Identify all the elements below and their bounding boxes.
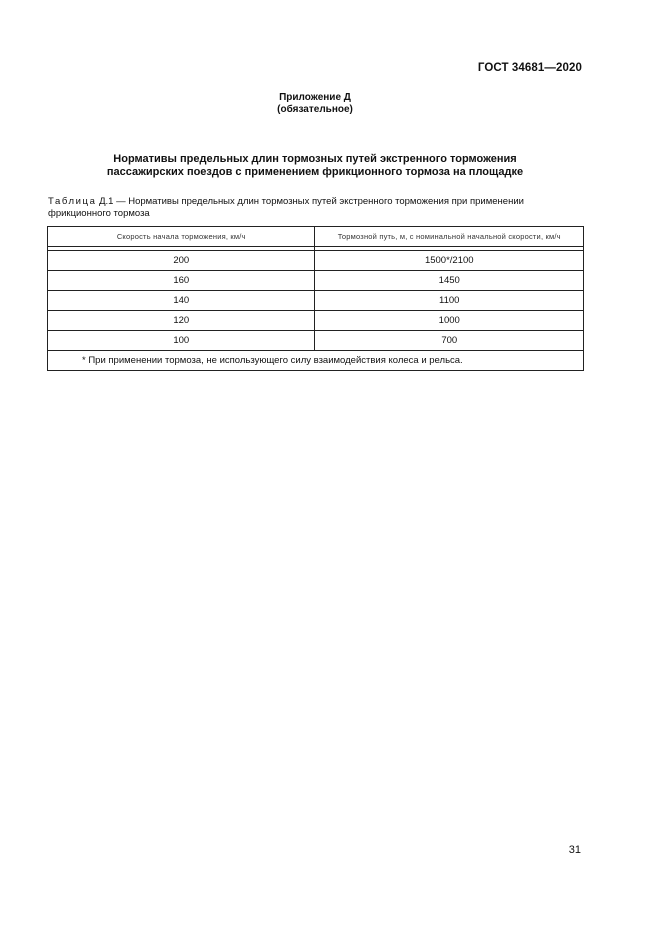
table-footnote: * При применении тормоза, не использующего силу взаимодействия колеса и рельса. [48,351,584,371]
table-row [48,271,584,291]
table-footnote-row [48,351,584,371]
table-row [48,291,584,311]
section-title-line-2: пассажирских поездов с применением фрикционного тормоза на площадке [106,166,524,178]
distance-cell: 1450 [315,271,584,291]
speed-cell: 100 [48,331,315,351]
speed-cell: 140 [48,291,315,311]
table-row [48,311,584,331]
speed-cell: 200 [48,251,315,271]
speed-cell: 160 [48,271,315,291]
distance-cell: 1100 [315,291,584,311]
speed-cell: 120 [48,311,315,331]
section-title-line-1: Нормативы предельных длин тормозных путей экстренного торможения [113,153,517,165]
distance-cell: 700 [315,331,584,351]
table-row [48,251,584,271]
column-header-speed: Скорость начала торможения, км/ч [48,227,315,247]
distance-cell: 1000 [315,311,584,331]
braking-distance-table [47,226,584,371]
appendix-title: Приложение Д [279,92,351,103]
table-caption-text: Д.1 — Нормативы предельных длин тормозных путей экстренного торможения при применении фрикционного тормоза [48,196,524,219]
table-caption [48,196,583,220]
appendix-heading [0,92,630,116]
document-code: ГОСТ 34681—2020 [477,62,582,74]
appendix-status: (обязательное) [277,104,353,115]
distance-cell: 1500*/2100 [315,251,584,271]
page-number: 31 [568,844,581,856]
column-header-distance: Тормозной путь, м, с номинальной начальной скорости, км/ч [315,227,584,247]
section-title [0,153,630,179]
table-caption-label: Таблица [48,196,97,207]
table-row [48,331,584,351]
